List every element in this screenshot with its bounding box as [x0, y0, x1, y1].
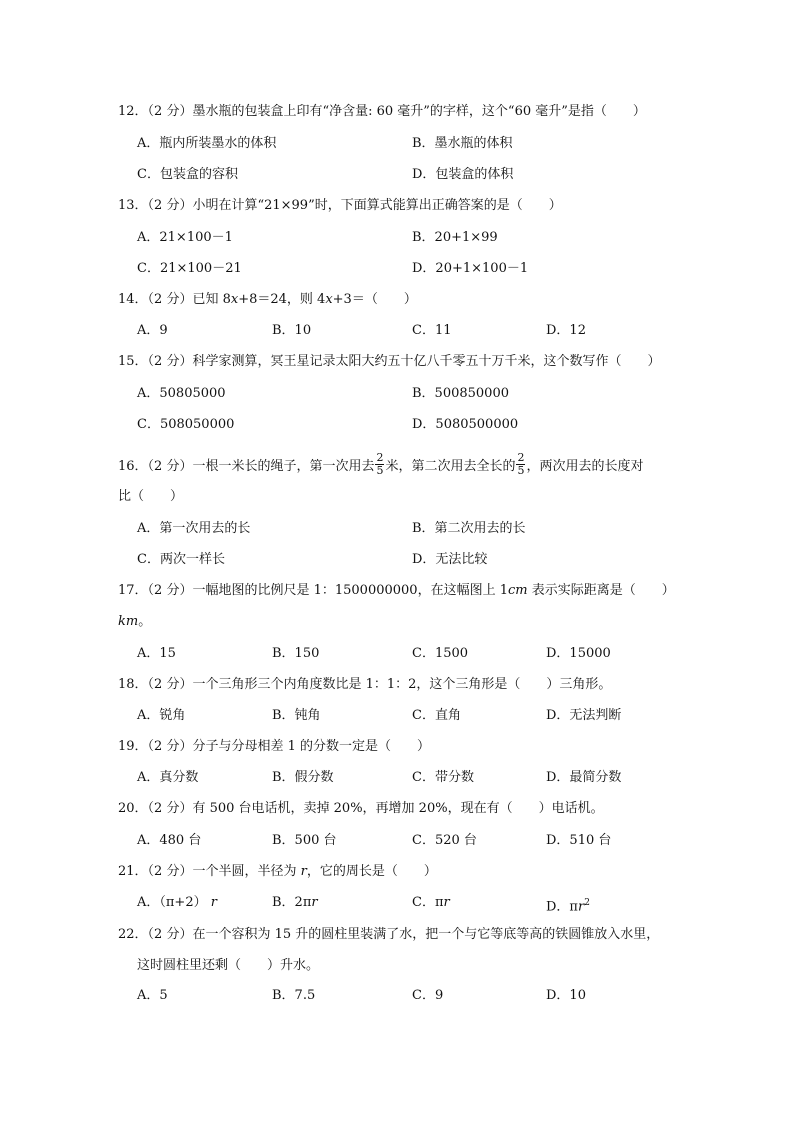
question-22-continuation: 这时圆柱里还剩（ ）升水。 — [137, 958, 320, 973]
option-17-a[interactable]: A．15 — [137, 646, 176, 661]
variable-r: r — [443, 895, 450, 910]
question-text-part: ．（2 分）已知 8 — [134, 292, 231, 307]
option-16-b[interactable]: B．第二次用去的长 — [412, 521, 526, 536]
question-text: ．（2 分）有 500 台电话机，卖掉 20%，再增加 20%，现在有（ ）电话机。 — [134, 801, 604, 816]
question-text-part: 。 — [138, 614, 152, 629]
option-19-b[interactable]: B．假分数 — [272, 770, 334, 785]
question-text-part: +8＝24，则 4 — [238, 292, 326, 307]
question-17-continuation — [118, 613, 151, 631]
variable-r: r — [577, 899, 585, 915]
option-22-a[interactable]: A．5 — [137, 988, 168, 1003]
option-15-a[interactable]: A．50805000 — [137, 386, 226, 401]
option-16-d[interactable]: D．无法比较 — [412, 552, 488, 567]
question-text: ．（2 分）分子与分母相差 1 的分数一定是（ ） — [134, 739, 430, 754]
question-22 — [118, 926, 659, 944]
option-17-c[interactable]: C．1500 — [412, 646, 469, 661]
option-15-c[interactable]: C．508050000 — [137, 417, 235, 432]
option-text: B．2π — [272, 895, 312, 910]
option-21-d[interactable] — [546, 894, 590, 916]
fraction-denominator: 5 — [376, 464, 384, 477]
option-14-c[interactable]: C．11 — [412, 323, 452, 338]
option-19-d[interactable]: D．最简分数 — [546, 770, 622, 785]
option-text: C．π — [412, 895, 444, 910]
question-15 — [118, 353, 660, 371]
option-15-d[interactable]: D．5080500000 — [412, 417, 519, 432]
option-12-a[interactable]: A．瓶内所装墨水的体积 — [137, 136, 277, 151]
question-17 — [118, 582, 675, 600]
fraction-numerator: 2 — [517, 451, 525, 464]
option-17-d[interactable]: D．15000 — [546, 646, 611, 661]
variable-x: x — [325, 292, 333, 307]
question-number: 14 — [118, 292, 135, 307]
question-text-part: ．（2 分）一幅地图的比例尺是 1：1500000000，在这幅图上 1 — [134, 583, 508, 598]
question-19 — [118, 738, 430, 756]
question-text-part: ．（2 分）一个半圆，半径为 — [134, 864, 301, 879]
option-22-c[interactable]: C．9 — [412, 988, 444, 1003]
question-text: ．（2 分）小明在计算“21×99”时，下面算式能算出正确答案的是（ ） — [134, 198, 562, 213]
option-18-c[interactable]: C．直角 — [412, 708, 461, 723]
question-number: 19 — [118, 739, 135, 754]
option-13-d[interactable]: D．20+1×100－1 — [412, 261, 529, 276]
fraction — [516, 452, 525, 477]
option-text: D．π — [546, 899, 578, 915]
question-number: 12 — [118, 104, 135, 119]
unit-cm: cm — [507, 583, 528, 598]
option-14-d[interactable]: D．12 — [546, 323, 586, 338]
question-16 — [118, 451, 644, 479]
option-20-c[interactable]: C．520 台 — [412, 833, 477, 848]
question-18 — [118, 676, 611, 694]
option-14-b[interactable]: B．10 — [272, 323, 312, 338]
option-13-a[interactable]: A．21×100－1 — [137, 230, 233, 245]
variable-r: r — [300, 864, 307, 879]
option-13-b[interactable]: B．20+1×99 — [412, 230, 498, 245]
option-20-d[interactable]: D．510 台 — [546, 833, 612, 848]
option-16-c[interactable]: C．两次一样长 — [137, 552, 225, 567]
variable-r: r — [311, 895, 318, 910]
fraction-denominator: 5 — [517, 464, 525, 477]
question-number: 15 — [118, 354, 135, 369]
option-14-a[interactable]: A．9 — [137, 323, 168, 338]
unit-km: km — [118, 614, 139, 629]
option-12-b[interactable]: B．墨水瓶的体积 — [412, 136, 513, 151]
question-20 — [118, 800, 604, 818]
option-12-c[interactable]: C．包装盒的容积 — [137, 167, 238, 182]
superscript-2: 2 — [584, 898, 590, 908]
option-21-c[interactable] — [412, 894, 450, 912]
question-13 — [118, 197, 562, 215]
option-22-b[interactable]: B．7.5 — [272, 988, 316, 1003]
question-number: 17 — [118, 583, 135, 598]
question-12 — [118, 103, 646, 121]
option-20-b[interactable]: B．500 台 — [272, 833, 337, 848]
question-text-part: ．（2 分）一根一米长的绳子，第一次用去 — [134, 459, 375, 474]
question-text-part: ，它的周长是（ ） — [306, 864, 437, 879]
option-19-c[interactable]: C．带分数 — [412, 770, 474, 785]
fraction — [375, 452, 384, 477]
option-15-b[interactable]: B．500850000 — [412, 386, 509, 401]
question-text: ．（2 分）科学家测算，冥王星记录太阳大约五十亿八千零五十万千米，这个数写作（ ） — [134, 354, 661, 369]
question-number: 16 — [118, 459, 135, 474]
variable-x: x — [230, 292, 239, 307]
question-text-part: 表示实际距离是（ ） — [527, 583, 675, 598]
option-17-b[interactable]: B．150 — [272, 646, 320, 661]
question-21 — [118, 863, 437, 881]
option-18-d[interactable]: D．无法判断 — [546, 708, 622, 723]
option-12-d[interactable]: D．包装盒的体积 — [412, 167, 514, 182]
question-text: ．（2 分）墨水瓶的包装盒上印有“净含量: 60 毫升”的字样，这个“60 毫升”是指（ ） — [134, 104, 646, 119]
question-16-continuation: 比（ ） — [118, 489, 184, 504]
question-number: 20 — [118, 801, 135, 816]
question-text: ．（2 分）一个三角形三个内角度数比是 1：1：2，这个三角形是（ ）三角形。 — [134, 677, 612, 692]
option-13-c[interactable]: C．21×100－21 — [137, 261, 242, 276]
option-21-a[interactable] — [137, 894, 217, 912]
option-18-b[interactable]: B．钝角 — [272, 708, 321, 723]
question-number: 18 — [118, 677, 135, 692]
question-text: ．（2 分）在一个容积为 15 升的圆柱里装满了水，把一个与它等底等高的铁圆锥放入水里， — [134, 927, 660, 942]
option-22-d[interactable]: D．10 — [546, 988, 586, 1003]
question-text-part: 米，第二次用去全长的 — [385, 459, 516, 474]
option-19-a[interactable]: A．真分数 — [137, 770, 199, 785]
option-16-a[interactable]: A．第一次用去的长 — [137, 521, 251, 536]
variable-r: r — [210, 895, 217, 910]
option-18-a[interactable]: A．锐角 — [137, 708, 186, 723]
question-text-part: ，两次用去的长度对 — [526, 459, 644, 474]
option-21-b[interactable] — [272, 894, 318, 912]
option-text: A．（π+2） — [137, 895, 207, 910]
question-text-part: +3＝（ ） — [332, 292, 417, 307]
fraction-numerator: 2 — [376, 451, 384, 464]
option-20-a[interactable]: A．480 台 — [137, 833, 202, 848]
question-number: 21 — [118, 864, 135, 879]
question-number: 13 — [118, 198, 135, 213]
question-number: 22 — [118, 927, 135, 942]
question-14 — [118, 291, 417, 309]
